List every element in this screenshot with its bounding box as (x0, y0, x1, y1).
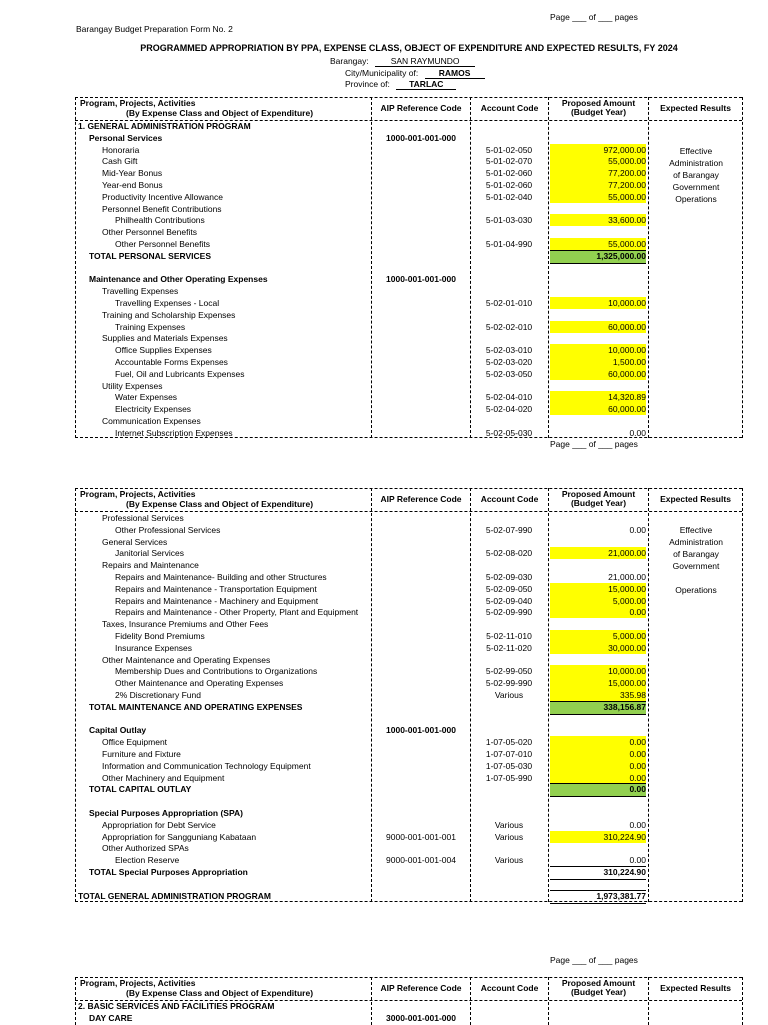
row-label: Appropriation for Debt Service (102, 819, 216, 830)
city-row (345, 68, 485, 79)
table-row (0, 820, 768, 831)
page-title: PROGRAMMED APPROPRIATION BY PPA, EXPENSE CLASS, OBJECT OF EXPENDITURE AND EXPECTED RESULTS, FY 2024 (140, 43, 678, 53)
table-row (0, 737, 768, 748)
row-label: Membership Dues and Contributions to Organizations (115, 666, 318, 677)
account-code: 5-01-02-060 (485, 180, 533, 190)
proposed-amount: 15,000.00 (608, 678, 646, 689)
table-row (0, 404, 768, 415)
account-code: Various (494, 855, 524, 866)
account-code: Various (494, 831, 524, 842)
row-label: Water Expenses (115, 392, 178, 403)
expected-result-line: Administration (669, 537, 723, 547)
table-row (0, 808, 768, 819)
account-code: 5-01-04-990 (485, 239, 533, 249)
aip-code: 9000-001-001-001 (386, 831, 456, 842)
account-code: 5-01-02-070 (485, 156, 533, 167)
table-row (0, 655, 768, 666)
table-row (0, 690, 768, 701)
city-label: City/Municipality of: (345, 68, 419, 78)
row-label: Information and Communication Technology Equipment (102, 760, 311, 771)
row-label: Other Machinery and Equipment (102, 772, 225, 783)
row-label: Training and Scholarship Expenses (102, 309, 236, 320)
row-label: Professional Services (102, 513, 184, 523)
table-row (0, 322, 768, 333)
header-amount-line1: Proposed Amount (561, 978, 636, 988)
row-label: General Services (102, 536, 168, 547)
table-row (0, 416, 768, 427)
proposed-amount: 0.00 (629, 784, 646, 795)
table-page-3 (0, 976, 768, 1024)
expected-result-line: Government (672, 561, 720, 571)
table-row (0, 1001, 768, 1012)
table-row (0, 263, 768, 274)
table-row (0, 286, 768, 297)
row-label: Special Purposes Appropriation (SPA) (89, 808, 243, 818)
province-label: Province of: (345, 79, 390, 89)
header-account: Account Code (480, 494, 539, 504)
row-label: Insurance Expenses (115, 642, 193, 653)
expected-result-line: Effective (679, 525, 713, 535)
table-row (0, 714, 768, 725)
proposed-amount: 0.00 (629, 772, 646, 783)
account-code: 1-07-05-020 (485, 737, 533, 748)
proposed-amount: 0.00 (629, 737, 646, 748)
account-code: 5-01-02-040 (485, 191, 533, 202)
row-label: Other Maintenance and Operating Expenses (102, 654, 271, 665)
row-label: Office Supplies Expenses (115, 345, 212, 356)
table-row (0, 855, 768, 866)
account-code: 5-02-09-040 (485, 595, 533, 606)
header-ppa-line2: (By Expense Class and Object of Expenditure) (126, 499, 314, 509)
table-row (0, 381, 768, 392)
proposed-amount: 0.00 (629, 855, 646, 866)
header-results: Expected Results (660, 494, 731, 504)
table-row (0, 133, 768, 144)
account-code: 5-02-01-010 (485, 298, 533, 308)
account-code: 5-02-11-020 (486, 642, 532, 653)
table-row (0, 725, 768, 736)
row-label: Communication Expenses (102, 416, 201, 426)
proposed-amount: 1,325,000.00 (596, 250, 646, 261)
proposed-amount: 335.98 (620, 690, 646, 700)
row-label: Productivity Incentive Allowance (102, 191, 223, 202)
aip-code: 9000-001-001-004 (386, 855, 456, 866)
row-label: Personal Services (89, 132, 163, 143)
table-row (0, 1013, 768, 1024)
table-row (0, 643, 768, 654)
row-label: Repairs and Maintenance - Transportation Equipment (115, 583, 317, 594)
row-label: Repairs and Maintenance- Building and other Structures (115, 572, 327, 582)
row-label: TOTAL GENERAL ADMINISTRATION PROGRAM (78, 890, 271, 901)
row-label: Travelling Expenses (102, 286, 179, 297)
row-label: TOTAL CAPITAL OUTLAY (89, 784, 192, 795)
row-label: TOTAL PERSONAL SERVICES (89, 250, 212, 261)
aip-code: 1000-001-001-000 (386, 725, 456, 736)
proposed-amount: 21,000.00 (608, 572, 646, 582)
row-label: 2. BASIC SERVICES AND FACILITIES PROGRAM (78, 1001, 275, 1011)
header-amount-line2: (Budget Year) (570, 107, 627, 117)
account-code: Various (494, 690, 524, 700)
table-row (0, 843, 768, 854)
header-amount-line2: (Budget Year) (570, 498, 627, 508)
expected-result-line: Government (672, 182, 720, 192)
row-label: Internet Subscription Expenses (115, 427, 233, 438)
row-label: Training Expenses (115, 321, 186, 332)
header-ppa-line1: Program, Projects, Activities (80, 489, 196, 499)
table-row (0, 513, 768, 524)
table-row (0, 298, 768, 309)
header-ppa-line1: Program, Projects, Activities (80, 978, 196, 988)
expected-results-1 (650, 145, 742, 205)
account-code: 5-02-03-050 (485, 368, 533, 379)
proposed-amount: 14,320.89 (608, 392, 646, 403)
aip-code: 1000-001-001-000 (386, 132, 456, 143)
row-label: Other Personnel Benefits (115, 239, 210, 249)
form-label: Barangay Budget Preparation Form No. 2 (76, 24, 233, 34)
proposed-amount: 0.00 (629, 749, 646, 759)
header-aip: AIP Reference Code (380, 103, 462, 113)
header-ppa-line1: Program, Projects, Activities (80, 98, 196, 108)
barangay-row (330, 56, 475, 67)
row-label: Honoraria (102, 144, 140, 155)
proposed-amount: 55,000.00 (608, 191, 646, 202)
city-value: RAMOS (425, 68, 485, 79)
row-label: Office Equipment (102, 737, 168, 748)
row-label: Accountable Forms Expenses (115, 357, 228, 367)
row-label: Furniture and Fixture (102, 749, 181, 759)
account-code: 5-02-04-020 (485, 404, 533, 415)
account-code: 5-02-03-020 (485, 357, 533, 367)
table-row (0, 274, 768, 285)
proposed-amount: 5,000.00 (612, 631, 646, 641)
table-row (0, 761, 768, 772)
row-label: Year-end Bonus (102, 180, 163, 190)
proposed-amount: 15,000.00 (608, 583, 646, 594)
proposed-amount: 60,000.00 (608, 368, 646, 379)
account-code: 5-02-07-990 (485, 524, 533, 535)
proposed-amount: 55,000.00 (608, 156, 646, 167)
expected-results-2 (650, 524, 742, 596)
account-code: 5-02-03-010 (485, 345, 533, 356)
account-code: 5-02-99-990 (485, 678, 533, 689)
table-row (0, 392, 768, 403)
table-row (0, 631, 768, 642)
header-account: Account Code (480, 983, 539, 993)
table-row (0, 891, 768, 902)
table-row (0, 310, 768, 321)
row-label: Fuel, Oil and Lubricants Expenses (115, 368, 245, 379)
proposed-amount: 10,000.00 (608, 666, 646, 677)
expected-result-line (650, 572, 742, 584)
row-label: Repairs and Maintenance - Other Property, Plant and Equipment (115, 607, 359, 618)
table-row (0, 879, 768, 890)
row-label: Electricity Expenses (115, 404, 192, 415)
row-label: Capital Outlay (89, 725, 147, 736)
header-amount-line1: Proposed Amount (561, 489, 636, 499)
province-value: TARLAC (396, 79, 456, 90)
expected-result-line: Administration (669, 158, 723, 168)
row-label: Philhealth Contributions (115, 215, 205, 226)
account-code: 5-02-09-050 (485, 583, 533, 594)
row-label: TOTAL MAINTENANCE AND OPERATING EXPENSES (89, 701, 303, 712)
table-row (0, 428, 768, 439)
proposed-amount: 0.00 (629, 607, 646, 618)
account-code: 5-01-02-060 (485, 168, 533, 179)
table-row (0, 749, 768, 760)
row-label: Mid-Year Bonus (102, 168, 163, 179)
table-row (0, 607, 768, 618)
proposed-amount: 0.00 (629, 524, 646, 535)
header-aip: AIP Reference Code (380, 983, 462, 993)
expected-result-line: of Barangay (673, 170, 719, 180)
header-aip: AIP Reference Code (380, 494, 462, 504)
proposed-amount: 10,000.00 (608, 345, 646, 356)
page-label-2: Page ___ of ___ pages (550, 439, 638, 449)
table-row (0, 619, 768, 630)
proposed-amount: 55,000.00 (608, 239, 646, 249)
table-row (0, 345, 768, 356)
expected-result-line: Effective (679, 146, 713, 156)
row-label: Fidelity Bond Premiums (115, 631, 205, 641)
proposed-amount: 310,224.90 (603, 867, 646, 877)
proposed-amount: 972,000.00 (603, 144, 646, 155)
table-row (0, 215, 768, 226)
row-label: Other Personnel Benefits (102, 227, 197, 238)
table-row (0, 678, 768, 689)
row-label: Other Maintenance and Operating Expenses (115, 678, 284, 689)
row-label: Election Reserve (115, 855, 180, 866)
row-label: Taxes, Insurance Premiums and Other Fees (102, 619, 269, 630)
barangay-label: Barangay: (330, 56, 369, 66)
account-code: 1-07-05-030 (485, 760, 533, 771)
table-row (0, 227, 768, 238)
header-ppa-line2: (By Expense Class and Object of Expenditure) (126, 988, 314, 998)
row-label: 1. GENERAL ADMINISTRATION PROGRAM (78, 121, 251, 131)
table-row (0, 832, 768, 843)
row-label: Maintenance and Other Operating Expenses (89, 274, 268, 285)
row-label: Supplies and Materials Expenses (102, 333, 228, 344)
row-label: Utility Expenses (102, 380, 163, 391)
province-row (345, 79, 456, 90)
proposed-amount: 60,000.00 (608, 321, 646, 332)
aip-code: 1000-001-001-000 (386, 274, 456, 285)
table-row (0, 666, 768, 677)
proposed-amount: 77,200.00 (608, 180, 646, 190)
header-account: Account Code (480, 103, 539, 113)
header-results: Expected Results (660, 983, 731, 993)
row-label: Other Professional Services (115, 524, 221, 535)
table-row (0, 773, 768, 784)
table-row (0, 784, 768, 795)
account-code: 5-02-09-990 (485, 607, 533, 618)
table-row (0, 867, 768, 878)
aip-code: 3000-001-001-000 (386, 1013, 456, 1023)
row-label: Appropriation for Sangguniang Kabataan (102, 831, 257, 842)
header-amount-line1: Proposed Amount (561, 98, 636, 108)
table-row (0, 702, 768, 713)
row-label: Repairs and Maintenance (102, 560, 199, 571)
header-amount-line2: (Budget Year) (570, 987, 627, 997)
proposed-amount: 60,000.00 (608, 404, 646, 415)
table-page-2 (0, 487, 768, 905)
account-code: 5-02-02-010 (485, 321, 533, 332)
row-label: DAY CARE (89, 1013, 133, 1023)
account-code: 5-02-05-030 (485, 427, 533, 438)
row-label: Travelling Expenses - Local (115, 298, 220, 308)
account-code: Various (494, 819, 524, 830)
proposed-amount: 338,156.87 (603, 701, 646, 712)
row-label: Other Authorized SPAs (102, 843, 189, 854)
row-label: Cash Gift (102, 156, 138, 167)
proposed-amount: 310,224.90 (603, 831, 646, 842)
proposed-amount: 1,973,381.77 (596, 890, 646, 901)
account-code: 5-01-02-050 (485, 144, 533, 155)
table-row (0, 357, 768, 368)
table-row (0, 204, 768, 215)
row-label: 2% Discretionary Fund (115, 690, 201, 700)
expected-result-line: Operations (675, 194, 717, 204)
proposed-amount: 0.00 (629, 819, 646, 830)
table-row (0, 796, 768, 807)
proposed-amount: 5,000.00 (612, 595, 646, 606)
account-code: 5-02-99-050 (485, 666, 533, 677)
barangay-value: SAN RAYMUNDO (375, 56, 475, 67)
expected-result-line: Operations (675, 585, 717, 595)
proposed-amount: 21,000.00 (608, 548, 646, 559)
header-ppa-line2: (By Expense Class and Object of Expenditure) (126, 108, 314, 118)
proposed-amount: 10,000.00 (608, 298, 646, 308)
account-code: 1-07-07-010 (485, 749, 533, 759)
row-label: TOTAL Special Purposes Appropriation (89, 867, 248, 877)
row-label: Repairs and Maintenance - Machinery and Equipment (115, 595, 319, 606)
page-label: Page ___ of ___ pages (550, 12, 638, 22)
page-label-3: Page ___ of ___ pages (550, 955, 638, 965)
proposed-amount: 1,500.00 (612, 357, 646, 367)
account-code: 5-02-11-010 (486, 631, 532, 641)
table-page-1 (0, 96, 768, 442)
proposed-amount: 0.00 (629, 760, 646, 771)
row-label: Personnel Benefit Contributions (102, 203, 222, 214)
table-row (0, 333, 768, 344)
proposed-amount: 30,000.00 (608, 642, 646, 653)
account-code: 5-02-08-020 (485, 548, 533, 559)
proposed-amount: 77,200.00 (608, 168, 646, 179)
account-code: 5-02-04-010 (485, 392, 533, 403)
table-row (0, 121, 768, 132)
table-row (0, 596, 768, 607)
table-row (0, 239, 768, 250)
row-label: Janitorial Services (115, 548, 184, 559)
account-code: 5-01-03-030 (485, 215, 533, 226)
header-results: Expected Results (660, 103, 731, 113)
proposed-amount: 33,600.00 (608, 215, 646, 226)
table-row (0, 369, 768, 380)
expected-result-line: of Barangay (673, 549, 719, 559)
table-row (0, 251, 768, 262)
proposed-amount: 0.00 (629, 427, 646, 438)
account-code: 1-07-05-990 (485, 772, 533, 783)
account-code: 5-02-09-030 (485, 572, 533, 582)
